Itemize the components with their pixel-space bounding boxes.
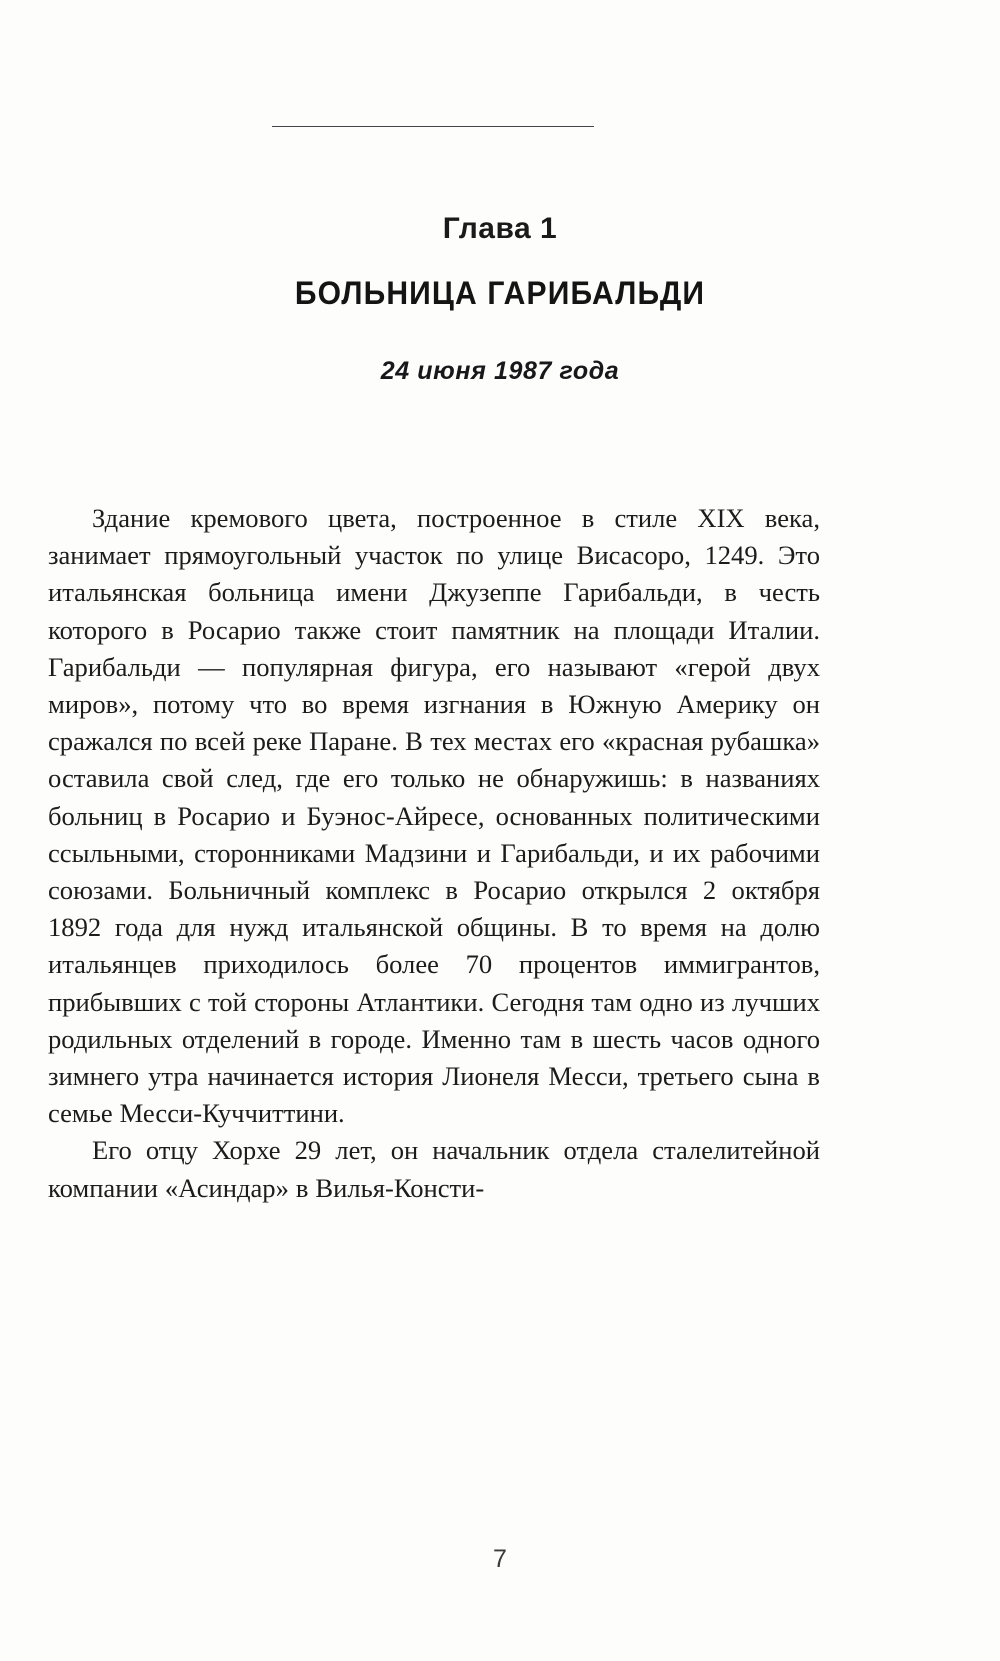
body-text-column [48,500,820,1207]
page-number: 7 [493,1545,507,1573]
chapter-date: 24 июня 1987 года [380,357,620,385]
chapter-title: БОЛЬНИЦА ГАРИБАЛЬДИ [294,275,706,311]
paragraph: Здание кремового цвета, построенное в стиле XIX века, занимает прямоугольный участок по улице Висасоро, 1249. Это итальянская больница имени Джузеппе Гарибальди, в честь которого в Росарио также стоит памятник на площади Италии. Гарибальди — популярная фигура, его называют «герой двух миров», потому что во время изгнания в Южную Америку он сражался по всей реке Паране. В тех местах его «красная рубашка» оставила свой след, где его только не обнаружишь: в названиях больниц в Росарио и Буэнос-Айресе, основанных политическими ссыльными, сторонниками Мадзини и Гарибальди, и их рабочими союзами. Больничный комплекс в Росарио открылся 2 октября 1892 года для нужд итальянской общины. В то время на долю итальянцев приходилось более 70 процентов иммигрантов, прибывших с той стороны Атлантики. Сегодня там одно из лучших родильных отделений в городе. Именно там в шесть часов одного зимнего утра начинается история Лионеля Месси, третьего сына в семье Месси-Куччиттини. [48,503,820,1129]
chapter-rule-container [0,126,1000,130]
horizontal-rule-icon [272,126,594,127]
chapter-number: Глава 1 [442,212,558,245]
chapter-heading-block [0,212,1000,386]
paragraph: Его отцу Хорхе 29 лет, он начальник отдела сталелитейной компании «Асиндар» в Вилья-Консти- [48,1135,820,1203]
